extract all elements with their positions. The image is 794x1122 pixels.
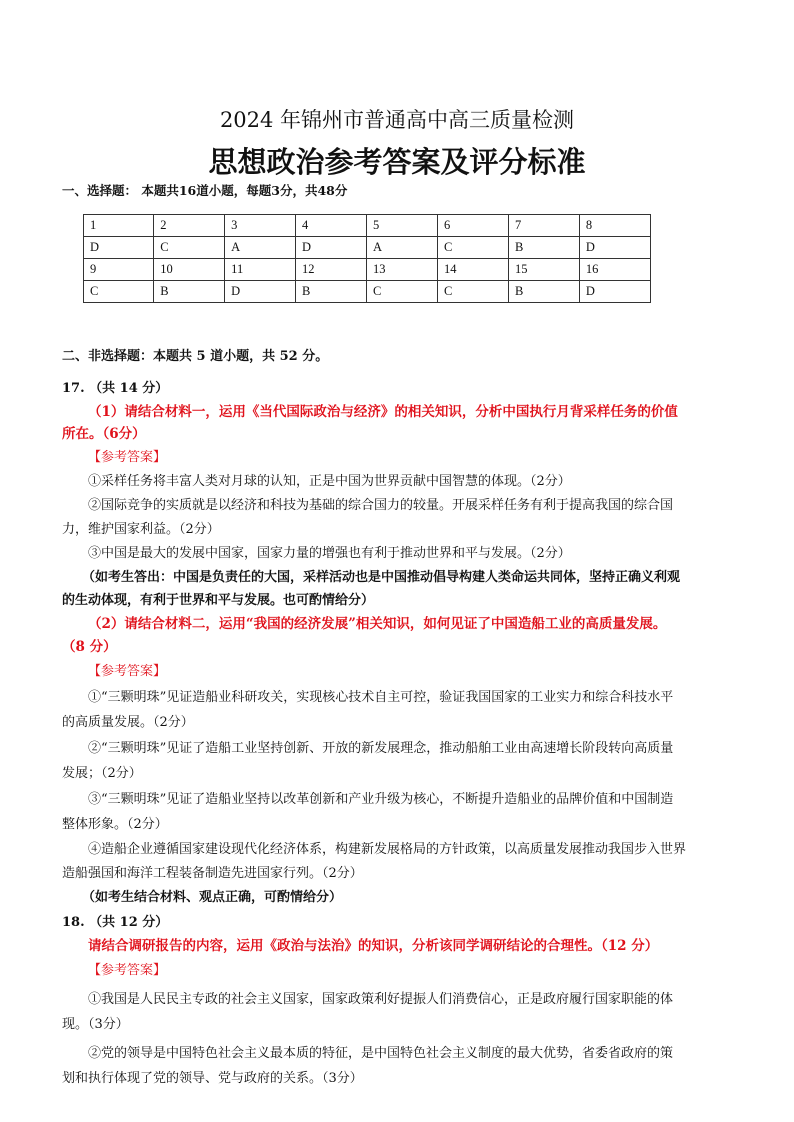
answer-point: ③“三颗明珠”见证了造船业坚持以改革创新和产业升级为核心，不断提升造船业的品牌价值和中国制造 bbox=[88, 792, 674, 807]
answer-point-cont: 整体形象。（2分） bbox=[62, 817, 168, 832]
answer-cell: C bbox=[154, 237, 225, 259]
reference-answer-label: 【参考答案】 bbox=[88, 664, 167, 679]
q18-prompt: 请结合调研报告的内容，运用《政治与法治》的知识，分析该同学调研结论的合理性。（12 分） bbox=[88, 938, 659, 954]
q17-part1-prompt: （1）请结合材料一，运用《当代国际政治与经济》的相关知识，分析中国执行月背采样任务的价值 bbox=[88, 404, 678, 420]
question-number-cell: 15 bbox=[508, 259, 579, 281]
q18-header: 18. （共 12 分） bbox=[62, 915, 169, 930]
question-number-cell: 8 bbox=[579, 215, 650, 237]
answer-table-row bbox=[84, 237, 651, 259]
question-number-cell: 16 bbox=[579, 259, 650, 281]
question-number-cell: 6 bbox=[437, 215, 508, 237]
answer-point: ①“三颗明珠”见证造船业科研攻关，实现核心技术自主可控，验证我国国家的工业实力和综合科技水平 bbox=[88, 690, 674, 705]
answer-point-cont: 力，维护国家利益。（2分） bbox=[62, 522, 220, 537]
answer-point: ①我国是人民民主专政的社会主义国家，国家政策利好提振人们消费信心，正是政府履行国家职能的体 bbox=[88, 992, 674, 1007]
answer-cell: B bbox=[296, 281, 367, 303]
question-number-cell: 14 bbox=[437, 259, 508, 281]
answer-key-title: 思想政治参考答案及评分标准 bbox=[208, 145, 586, 179]
answer-cell: C bbox=[84, 281, 154, 303]
section1-heading: 一、选择题： 本题共16道小题，每题3分，共48分 bbox=[62, 183, 348, 198]
answer-table-row bbox=[84, 215, 651, 237]
scoring-note-cont: 的生动体现，有利于世界和平与发展。也可酌情给分） bbox=[62, 593, 375, 608]
question-number-cell: 7 bbox=[508, 215, 579, 237]
answer-point: ④造船企业遵循国家建设现代化经济体系，构建新发展格局的方针政策，以高质量发展推动我国步入世界 bbox=[88, 842, 687, 857]
reference-answer-label: 【参考答案】 bbox=[88, 963, 167, 978]
exam-title: 2024 年锦州市普通高中高三质量检测 bbox=[219, 108, 575, 132]
answer-cell: B bbox=[508, 237, 579, 259]
answer-table bbox=[83, 214, 651, 303]
question-number-cell: 2 bbox=[154, 215, 225, 237]
answer-point-cont: 发展；（2分） bbox=[62, 766, 142, 781]
answer-cell: A bbox=[367, 237, 438, 259]
question-number-cell: 13 bbox=[367, 259, 438, 281]
answer-point: ②党的领导是中国特色社会主义最本质的特征，是中国特色社会主义制度的最大优势，省委省政府的策 bbox=[88, 1046, 674, 1061]
answer-cell: B bbox=[508, 281, 579, 303]
answer-cell: D bbox=[296, 237, 367, 259]
answer-cell: C bbox=[437, 237, 508, 259]
question-number-cell: 1 bbox=[84, 215, 154, 237]
q17-part1-prompt-cont: 所在。（6分） bbox=[62, 426, 146, 442]
reference-answer-label: 【参考答案】 bbox=[88, 450, 167, 465]
question-number-cell: 10 bbox=[154, 259, 225, 281]
question-number-cell: 4 bbox=[296, 215, 367, 237]
scoring-note: （如考生结合材料、观点正确，可酌情给分） bbox=[82, 890, 343, 905]
answer-cell: C bbox=[437, 281, 508, 303]
question-number-cell: 5 bbox=[367, 215, 438, 237]
answer-table-row bbox=[84, 259, 651, 281]
answer-point-cont: 划和执行体现了党的领导、党与政府的关系。（3分） bbox=[62, 1071, 363, 1086]
answer-cell: A bbox=[225, 237, 296, 259]
section2-heading: 二、非选择题：本题共 5 道小题，共 52 分。 bbox=[62, 349, 329, 364]
answer-point-cont: 现。（3分） bbox=[62, 1017, 129, 1032]
answer-cell: B bbox=[154, 281, 225, 303]
question-number-cell: 3 bbox=[225, 215, 296, 237]
answer-point-cont: 的高质量发展。（2分） bbox=[62, 715, 194, 730]
answer-cell: D bbox=[579, 237, 650, 259]
answer-cell: D bbox=[579, 281, 650, 303]
question-number-cell: 12 bbox=[296, 259, 367, 281]
answer-point: ②国际竞争的实质就是以经济和科技为基础的综合国力的较量。开展采样任务有利于提高我国的综合国 bbox=[88, 498, 674, 513]
answer-cell: D bbox=[84, 237, 154, 259]
answer-point: ②“三颗明珠”见证了造船工业坚持创新、开放的新发展理念，推动船舶工业由高速增长阶段转向高质量 bbox=[88, 741, 674, 756]
answer-table-row bbox=[84, 281, 651, 303]
q17-part2-prompt: （2）请结合材料二，运用“我国的经济发展”相关知识，如何见证了中国造船工业的高质量发展。 bbox=[88, 616, 667, 632]
answer-point: ③中国是最大的发展中国家，国家力量的增强也有利于推动世界和平与发展。（2分） bbox=[88, 546, 571, 561]
q17-part2-prompt-cont: （8 分） bbox=[62, 639, 117, 655]
scoring-note: （如考生答出：中国是负责任的大国，采样活动也是中国推动倡导构建人类命运共同体，坚持正确义利观 bbox=[82, 570, 681, 585]
answer-point-cont: 造船强国和海洋工程装备制造先进国家行列。（2分） bbox=[62, 866, 363, 881]
answer-point: ①采样任务将丰富人类对月球的认知，正是中国为世界贡献中国智慧的体现。（2分） bbox=[88, 474, 571, 489]
question-number-cell: 11 bbox=[225, 259, 296, 281]
answer-cell: D bbox=[225, 281, 296, 303]
answer-cell: C bbox=[367, 281, 438, 303]
question-number-cell: 9 bbox=[84, 259, 154, 281]
q17-header: 17. （共 14 分） bbox=[62, 381, 169, 396]
